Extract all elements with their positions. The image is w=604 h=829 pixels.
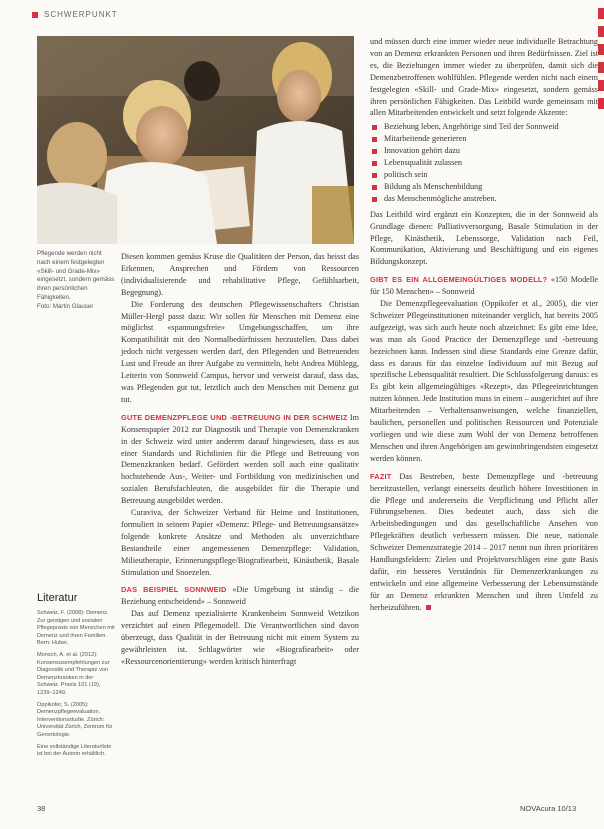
page-number: 38 (37, 804, 46, 813)
section-marker (32, 12, 38, 18)
magazine-issue: NOVAcura 10/13 (520, 804, 577, 813)
quote: «Die Umgebung ist ständig – die Beziehung entscheidend» – Sonnweid (121, 585, 359, 607)
subheading: FAZIT (370, 471, 392, 481)
section-header (32, 10, 118, 19)
paragraph: Die Forderung des deutschen Pflegewissenschafters Christian Müller-Hergl passt dazu: Wir sollen für Menschen mit Demenz eine möglichst «spannungsfreie» Umgebungsschaffen, um ihre Kompatibilität mit den Normalbedürfnissen herzustellen. Dass dabei jedoch nicht vergessen werden darf, den Pflegenden und Betreuenden Lust und Freude an ihrer Aufgabe zu vermitteln, hebt Andrea Mühlegg, Leiterin von Sonnweid Campus, hervor und verweist darauf, dass das, was Pflegenden gut tut, letztlich auch den Menschen mit Demenz gut tut. (121, 299, 359, 404)
paragraph: Das Bestreben, beste Demenzpflege und -betreuung bereitzustellen, verlangt einerseits deutlich höhere Investitionen in die Pflege und andererseits die Verpflichtung und Pflicht aller Führungsebenen. Dies bedeutet auch, dass sich die Arbeitsbedingungen und das gesellschaftliche Ansehen von Pflegekräften deutlich verbessern müssen. Die neue, nationale Schweizer Demenzstrategie 2014 – 2017 nennt nun ihren prioritären Handlungsfeldern: Zielen und Projektvorschlägen eine gute Basis dafür, ein besseres Verständnis für Demenzerkrankungen zu entwickeln und eine allgemeine Verbesserung der Lebensumstände für an Demenz erkrankten Menschen und ihren Umfeld zu herbeizuführen. (370, 471, 598, 612)
paragraph: Diesen kommen gemäss Kruse die Qualitäten der Person, das heisst das Erkennen, Ansprechen und Fördern von Ressourcen (individualisierende und rehabilitative Pflege, Gefühlsarbeit, Begegnung). (121, 252, 359, 297)
list-item: politisch sein (370, 169, 598, 181)
list-item: Bildung als Menschenbildung (370, 181, 598, 193)
section-title: SCHWERPUNKT (44, 10, 118, 19)
list-item: Innovation gehört dazu (370, 145, 598, 157)
list-item: das Menschenmögliche anstreben. (370, 193, 598, 205)
caption-text: Pflegende werden nicht nach einem festgelegten «Skill- und Grade-Mix» eingesetzt, sondern gemäss ihren persönlichen Fähigkeiten. (37, 250, 115, 301)
reference: Schweiz, F. (2008): Demenz. Zur geistigen und sozialen Pflegepraxis von Menschen mit Demenz und ihren Familien. Bern: Huber. (37, 610, 115, 647)
column-right (370, 36, 598, 614)
reference: Oppikofer, S. (2005): Demenzpflegeevaluation. Interventionsstudie. Zürich: Universität Zürich, Zentrum für Gerontologie. (37, 701, 113, 738)
literature-note: Eine vollständige Literaturliste ist bei der Autorin erhältlich. (37, 743, 112, 758)
subheading: GUTE DEMENZPFLEGE UND -BETREUUNG IN DER SCHWEIZ (121, 412, 348, 422)
literature-list (37, 610, 115, 763)
quote: «150 Modelle für 150 Menschen» – Sonnweid (370, 275, 598, 297)
end-marker (426, 605, 431, 610)
literature-title: Literatur (37, 592, 78, 604)
list-item: Lebensqualität zulassen (370, 157, 598, 169)
photo-care-scene (37, 36, 354, 244)
paragraph: und müssen durch eine immer wieder neue individuelle Betrachtung von an Demenz erkrankten Personen und ihren Bedürfnissen. Ziel ist es, die Beziehungen immer wieder zu überprüfen, damit sich die Demenzbetroffenen wohlfühlen. Pflegende werden nicht nach einem festgelegten «Skill- und Grade-Mix» eingesetzt, sondern gemäss ihren persönlichen Fähigkeiten. Das Leitbild wurde gemeinsam mit allen Mitarbeitenden entwickelt und setzt folgende Akzente: (370, 37, 598, 118)
paragraph: Die Demenzpflegeevaluation (Oppikofer et al., 2005), die vier Schweizer Pflegeinstitutionen miteinander verglich, hat bereits 2005 aufgezeigt, was sich auch heute noch abzeichnet: Es gibt eine Idee, was man als Good Practice der Demenzpflege und -betreuung bezeichnen kann. Indessen sind diese Standards eine Grenze dafür, dass es daraus für das einzelne Individuum auf mit Bezug auf spezifische Lebensqualität resultiert. Die Schlussfolgerung daraus: es Es gibt kein allgemeingültiges «Rezept», das Pflegeeinrichtungen nutzen können. Jede Institution muss in einem – ausgerichtet auf ihre Mitarbeitenden – Verhaltensanweisungen, welche finanziellen, baulichen, personellen und politischen Ressourcen und Potenziale vorliegen und wie diese zum Wohl der von Demenz betroffenen Menschen und ihren Angehörigen am gewinnbringendsten eingesetzt werden können. (370, 299, 598, 463)
reference: Monsch, A. et al. (2012): Konsensusempfehlungen zur Diagnostik und Therapie von Demenzkranken in der Schweiz. Praxis 101 (19), 1239–1249. (37, 651, 110, 696)
edge-tabs (598, 8, 604, 116)
subheading: DAS BEISPIEL SONNWEID (121, 585, 227, 595)
paragraph: Curaviva, der Schweizer Verband für Heime und Institutionen, formuliert in seinem Papier «Demenz: Pflege- und Betreuungsansätze» folgende konkrete Ansätze und Methoden als unverzichtbare Bestandteile einer angemessenen Demenzpflege: Validation, Milieutherapie, Erinnerungspflege/Biografiearbeit, Kinästhetik, Basale Stimulation und Snoezelen. (121, 508, 359, 577)
bullet-list (370, 121, 598, 204)
paragraph: Das Leitbild wird ergänzt ein Konzepten, die in der Sonnweid als Grundlage dienen: Palliativversorgung, Basale Stimulation in der Pflege, Kinästhetik, Lebenssorge, Validation nach Feil, Kommunikation, Aktivierung und Beschäftigung und ein eigenes Bildungskonzept. (370, 209, 598, 267)
photo-caption (37, 250, 115, 312)
paragraph: Im Konsenspapier 2012 zur Diagnostik und Therapie von Demenzkranken in der Schweiz wird unter anderem darauf hingewiesen, dass es aus einer Standards und Richtlinien für die Pflege und Betreuung von Demenzkranken bedarf. Gefördert werden soll auch eine qualitativ hochstehende Aus-, Weiter- und Fortbildung von medizinischen und sozialen Berufsfachleuten, die ausgebildet für die Therapie und Betreuung ausgebildet werden. (121, 412, 360, 506)
subheading: GIBT ES EIN ALLGEMEINGÜLTIGES MODELL? (370, 275, 548, 285)
list-item: Beziehung leben, Angehörige sind Teil der Sonnweid (370, 121, 598, 133)
photo-credit: Foto: Martin Glauser (37, 302, 94, 310)
paragraph: Das auf Demenz spezialisierte Krankenheim Sonnweid Wetzikon verzichtet auf einen Pflegemodell. Die Verantwortlichen sind davon überzeugt, dass Qualität in der Betreuung nicht mit einem System zu gewährleisten ist. Schlagwörter wie «Biografiearbeit» oder «Ressourcenorientierung» werden kritisch hinterfragt (121, 609, 359, 666)
column-middle (121, 251, 359, 668)
list-item: Mitarbeitende generieren (370, 133, 598, 145)
